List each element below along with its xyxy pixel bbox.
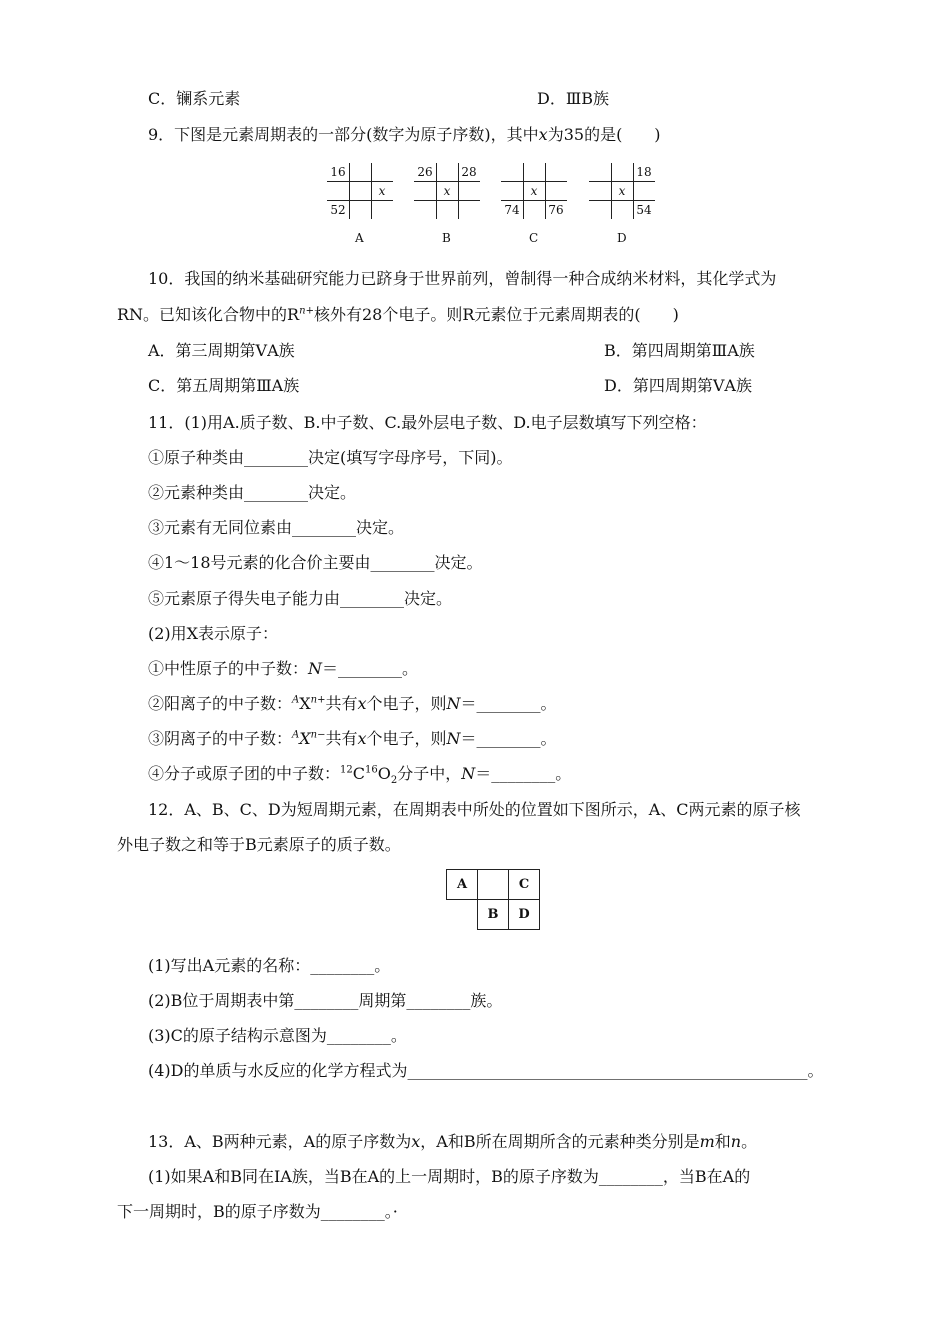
q9-grid-label: D <box>617 231 627 245</box>
q12-cell-a: A <box>447 870 478 900</box>
q9-grid-cell <box>327 182 349 200</box>
q9-grid-cell <box>436 201 458 219</box>
q9-grid-cell <box>545 182 567 200</box>
q9-grid-cell <box>371 163 393 181</box>
q12-cell-d: D <box>509 900 540 930</box>
q9-grid-cell: x <box>618 184 626 198</box>
q9-grid-cell <box>545 163 567 181</box>
q9-grid-c <box>501 163 567 219</box>
q9-grid-label: B <box>442 231 451 245</box>
q9-grid-cell: 76 <box>548 203 564 217</box>
q13-line2: (1)如果A和B同在ⅠA族，当B在A的上一周期时，B的原子序数为________，当B在A的 <box>148 1167 751 1186</box>
q11-item-5: ⑤元素原子得失电子能力由________决定。 <box>148 589 453 608</box>
q13-line3: 下一周期时，B的原子序数为________。· <box>117 1202 398 1221</box>
q9-grid-label: A <box>355 231 364 245</box>
q12-position-table <box>446 869 540 930</box>
q9-grid-cell <box>436 163 458 181</box>
q9-grid-cell <box>349 163 371 181</box>
q12-cell-c: C <box>509 870 540 900</box>
q9-grid-cell <box>589 163 611 181</box>
q10-option-d: D．第四周期第ⅤA族 <box>604 376 752 395</box>
q9-grid-cell: 52 <box>330 203 346 217</box>
q12-cell-empty <box>478 870 509 900</box>
q11-part2-item-3: ③阴离子的中子数：$^AX^{n-}$共有x个电子，则N＝________。 <box>148 729 557 748</box>
q12-line1: 12．A、B、C、D为短周期元素，在周期表中所处的位置如下图所示，A、C两元素的原子核 <box>148 800 801 819</box>
q11-part2-heading: (2)用X表示原子： <box>148 624 279 643</box>
q11-item-1: ①原子种类由________决定(填写字母序号，下同)。 <box>148 448 513 467</box>
q11-part2-item-4: ④分子或原子团的中子数：$^{12}C^{16}O_2$分子中，N＝________。 <box>148 764 572 787</box>
q9-grid-cell: 16 <box>330 165 346 179</box>
q9-grid-cell: 18 <box>636 165 652 179</box>
q12-item-1: (1)写出A元素的名称：________。 <box>148 956 391 975</box>
q9-grid-cell: 74 <box>504 203 520 217</box>
q12-cell-b: B <box>478 900 509 930</box>
q12-item-4: (4)D的单质与水反应的化学方程式为__________________________________________________。 <box>148 1061 824 1080</box>
q9-grid-cell <box>633 182 655 200</box>
q9-grid-cell <box>371 201 393 219</box>
q13-line1: 13．A、B两种元素，A的原子序数为x，A和B所在周期所含的元素种类分别是m和n。 <box>148 1132 758 1151</box>
q12-item-2: (2)B位于周期表中第________周期第________族。 <box>148 991 503 1010</box>
q11-part2-item-2: ②阳离子的中子数：$^AX^{n+}$共有x个电子，则N＝________。 <box>148 694 557 713</box>
q11-item-4: ④1～18号元素的化合价主要由________决定。 <box>148 553 483 572</box>
q11-part2-item-1: ①中性原子的中子数：N＝________。 <box>148 659 419 678</box>
q9-grid-cell <box>414 201 436 219</box>
q9-grid-cell <box>414 182 436 200</box>
q8-option-c: C．镧系元素 <box>148 89 241 108</box>
q10-line2: RN。已知该化合物中的$R^{n+}$核外有28个电子。则R元素位于元素周期表的( ) <box>117 305 679 324</box>
q10-option-c: C．第五周期第ⅢA族 <box>148 376 300 395</box>
q9-grid-cell: x <box>378 184 386 198</box>
q12-item-3: (3)C的原子结构示意图为________。 <box>148 1026 407 1045</box>
q9-grid-cell <box>349 182 371 200</box>
q9-grid-cell <box>523 163 545 181</box>
q9-grid-cell <box>523 201 545 219</box>
q9-grid-cell <box>611 163 633 181</box>
q8-option-d: D．ⅢB族 <box>537 89 610 108</box>
q9-stem: 9．下图是元素周期表的一部分(数字为原子序数)，其中x为35的是( ) <box>148 125 661 144</box>
q9-grid-cell: x <box>530 184 538 198</box>
q10-line1: 10．我国的纳米基础研究能力已跻身于世界前列，曾制得一种合成纳米材料，其化学式为 <box>148 269 777 288</box>
q10-option-b: B．第四周期第ⅢA族 <box>604 341 755 360</box>
q11-item-2: ②元素种类由________决定。 <box>148 483 357 502</box>
q9-grid-cell: 26 <box>417 165 433 179</box>
q12-line2: 外电子数之和等于B元素原子的质子数。 <box>117 835 401 854</box>
q9-grid-cell <box>458 182 480 200</box>
q9-grid-cell <box>501 163 523 181</box>
q9-grid-cell <box>349 201 371 219</box>
q11-item-3: ③元素有无同位素由________决定。 <box>148 518 405 537</box>
q9-grid-cell: x <box>443 184 451 198</box>
q10-option-a: A．第三周期第ⅤA族 <box>148 341 295 360</box>
q9-grid-cell <box>589 201 611 219</box>
q11-heading: 11．(1)用A.质子数、B.中子数、C.最外层电子数、D.电子层数填写下列空格： <box>148 413 707 432</box>
q9-grid-cell <box>501 182 523 200</box>
q9-grid-label: C <box>529 231 539 245</box>
q9-grid-d <box>589 163 655 219</box>
q9-grid-cell <box>611 201 633 219</box>
q9-grid-cell <box>458 201 480 219</box>
q12-cell-blank <box>447 900 478 930</box>
q9-grid-cell <box>589 182 611 200</box>
q9-grid-a <box>327 163 393 219</box>
q9-grid-cell: 28 <box>461 165 477 179</box>
q9-grid-cell: 54 <box>636 203 652 217</box>
q9-grid-b <box>414 163 480 219</box>
